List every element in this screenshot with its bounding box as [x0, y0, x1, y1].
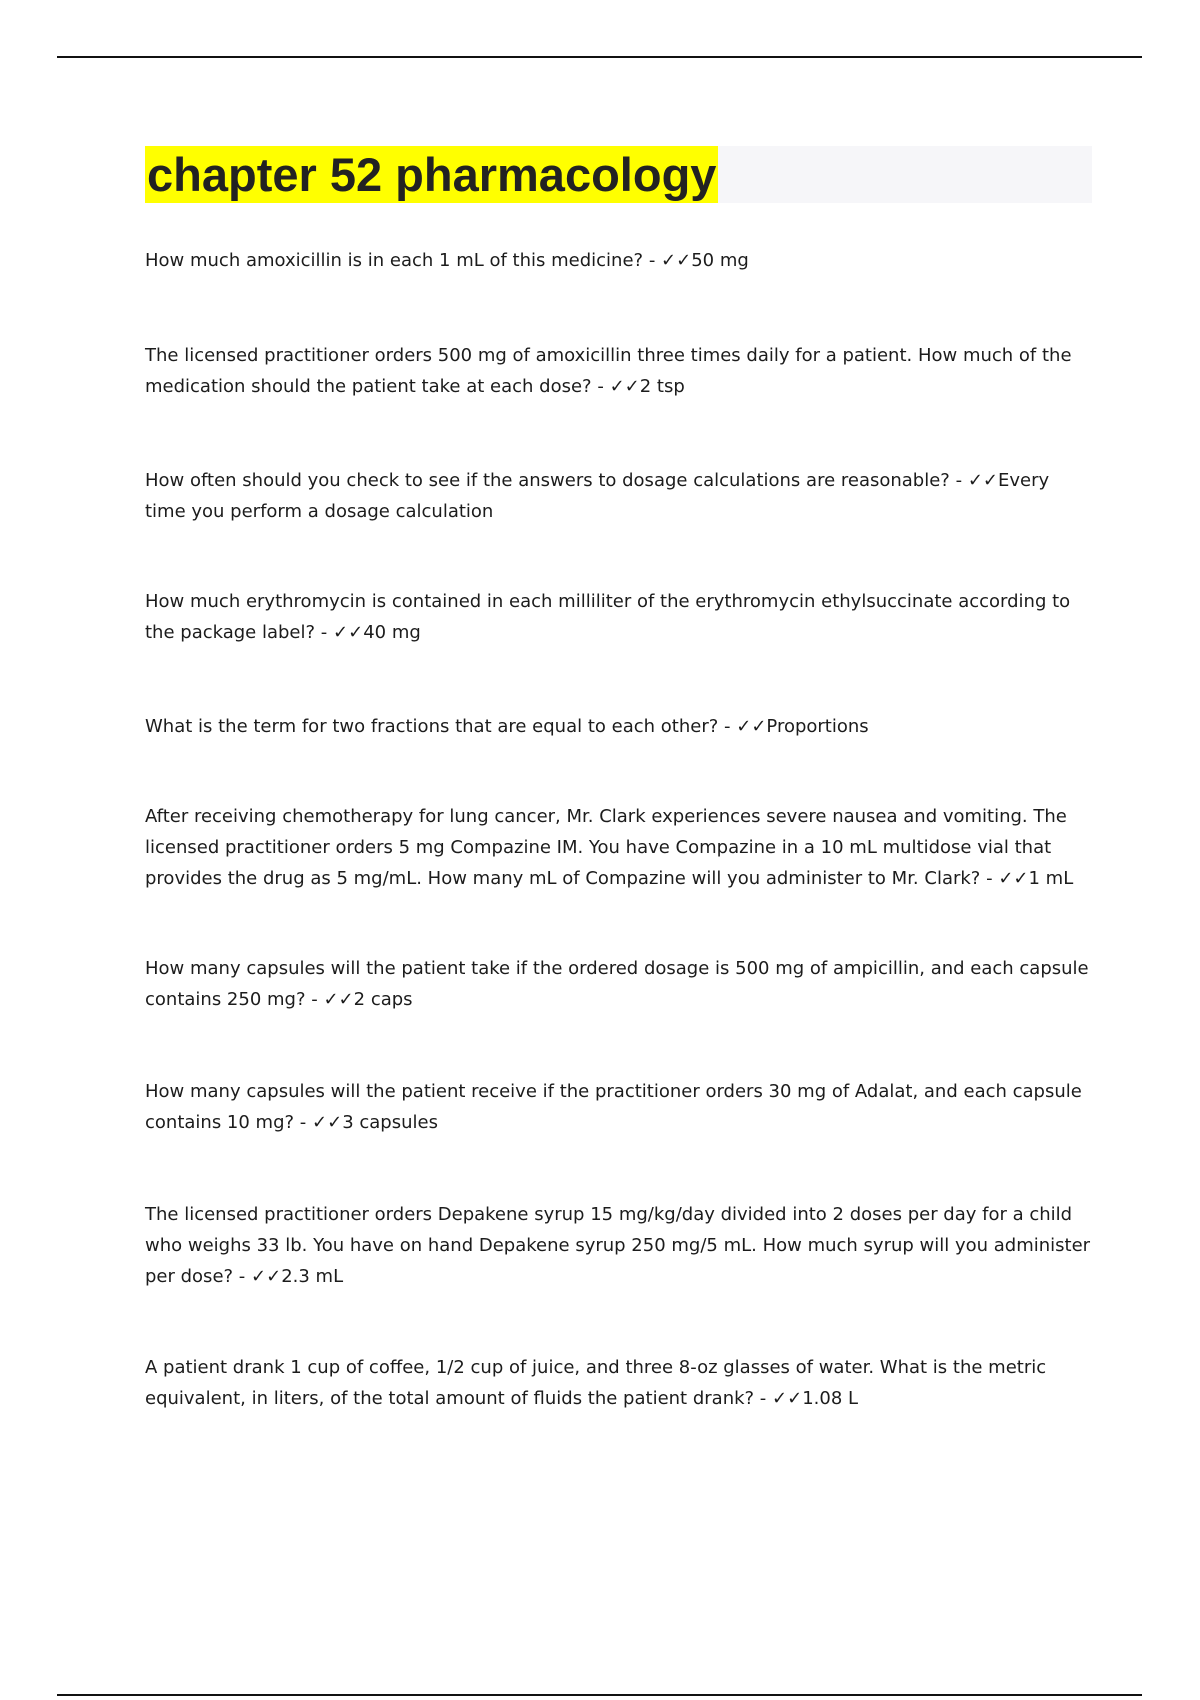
answer-text: 2 tsp	[639, 376, 685, 397]
question-text: What is the term for two fractions that are equal to each other?	[145, 716, 719, 737]
check-icon: ✓✓	[772, 1388, 803, 1409]
separator: -	[233, 1266, 252, 1287]
qa-item-9	[145, 1199, 1095, 1292]
check-icon: ✓✓	[998, 868, 1029, 889]
separator: -	[294, 1112, 313, 1133]
check-icon: ✓✓	[323, 989, 354, 1010]
question-text: How much amoxicillin is in each 1 mL of this medicine?	[145, 250, 644, 271]
qa-item-8	[145, 1076, 1095, 1138]
check-icon: ✓✓	[609, 376, 640, 397]
page-top-rule	[57, 56, 1142, 58]
qa-item-3	[145, 465, 1095, 527]
separator: -	[949, 470, 968, 491]
question-text: The licensed practitioner orders 500 mg of amoxicillin three times daily for a patient. How much of the medication should the patient take at each dose?	[145, 345, 1072, 397]
qa-item-7	[145, 953, 1095, 1015]
question-text: A patient drank 1 cup of coffee, 1/2 cup of juice, and three 8-oz glasses of water. What is the metric equivalent, in liters, of the total amount of fluids the patient drank?	[145, 1357, 1047, 1409]
question-text: How much erythromycin is contained in each milliliter of the erythromycin ethylsuccinate according to the package label?	[145, 591, 1071, 643]
answer-text: 2 caps	[353, 989, 413, 1010]
answer-text: Every time you perform a dosage calculation	[145, 470, 1050, 522]
qa-item-10	[145, 1352, 1095, 1414]
separator: -	[754, 1388, 773, 1409]
separator: -	[591, 376, 610, 397]
check-icon: ✓✓	[312, 1112, 343, 1133]
answer-text: 1 mL	[1028, 868, 1074, 889]
answer-text: 3 capsules	[342, 1112, 438, 1133]
question-text: How many capsules will the patient take if the ordered dosage is 500 mg of ampicillin, and each capsule contains 250 mg?	[145, 958, 1089, 1010]
qa-item-2	[145, 340, 1095, 402]
separator: -	[718, 716, 737, 737]
question-text: How often should you check to see if the answers to dosage calculations are reasonable?	[145, 470, 950, 491]
qa-item-5	[145, 711, 1095, 742]
qa-item-4	[145, 586, 1095, 648]
answer-text: 2.3 mL	[281, 1266, 344, 1287]
answer-text: 50 mg	[691, 250, 749, 271]
question-text: How many capsules will the patient receive if the practitioner orders 30 mg of Adalat, and each capsule contains 10 mg?	[145, 1081, 1082, 1133]
answer-text: 1.08 L	[802, 1388, 859, 1409]
page-title: chapter 52 pharmacology	[147, 148, 717, 201]
check-icon: ✓✓	[736, 716, 767, 737]
separator: -	[980, 868, 999, 889]
page-bottom-rule	[57, 1694, 1142, 1696]
separator: -	[315, 622, 334, 643]
qa-item-6	[145, 801, 1095, 894]
answer-text: 40 mg	[363, 622, 421, 643]
separator: -	[643, 250, 662, 271]
separator: -	[305, 989, 324, 1010]
answer-text: Proportions	[766, 716, 869, 737]
check-icon: ✓✓	[333, 622, 364, 643]
check-icon: ✓✓	[251, 1266, 282, 1287]
qa-item-1	[145, 245, 1095, 276]
check-icon: ✓✓	[967, 470, 998, 491]
check-icon: ✓✓	[661, 250, 692, 271]
question-text: The licensed practitioner orders Depakene syrup 15 mg/kg/day divided into 2 doses per day for a child who weighs 33 lb. You have on hand Depakene syrup 250 mg/5 mL. How much syrup will you administer per dose?	[145, 1204, 1091, 1287]
question-text: After receiving chemotherapy for lung cancer, Mr. Clark experiences severe nausea and vomiting. The licensed practitioner orders 5 mg Compazine IM. You have Compazine in a 10 mL multidose vial that provides the drug as 5 mg/mL. How many mL of Compazine will you administer to Mr. Clark?	[145, 806, 1067, 889]
